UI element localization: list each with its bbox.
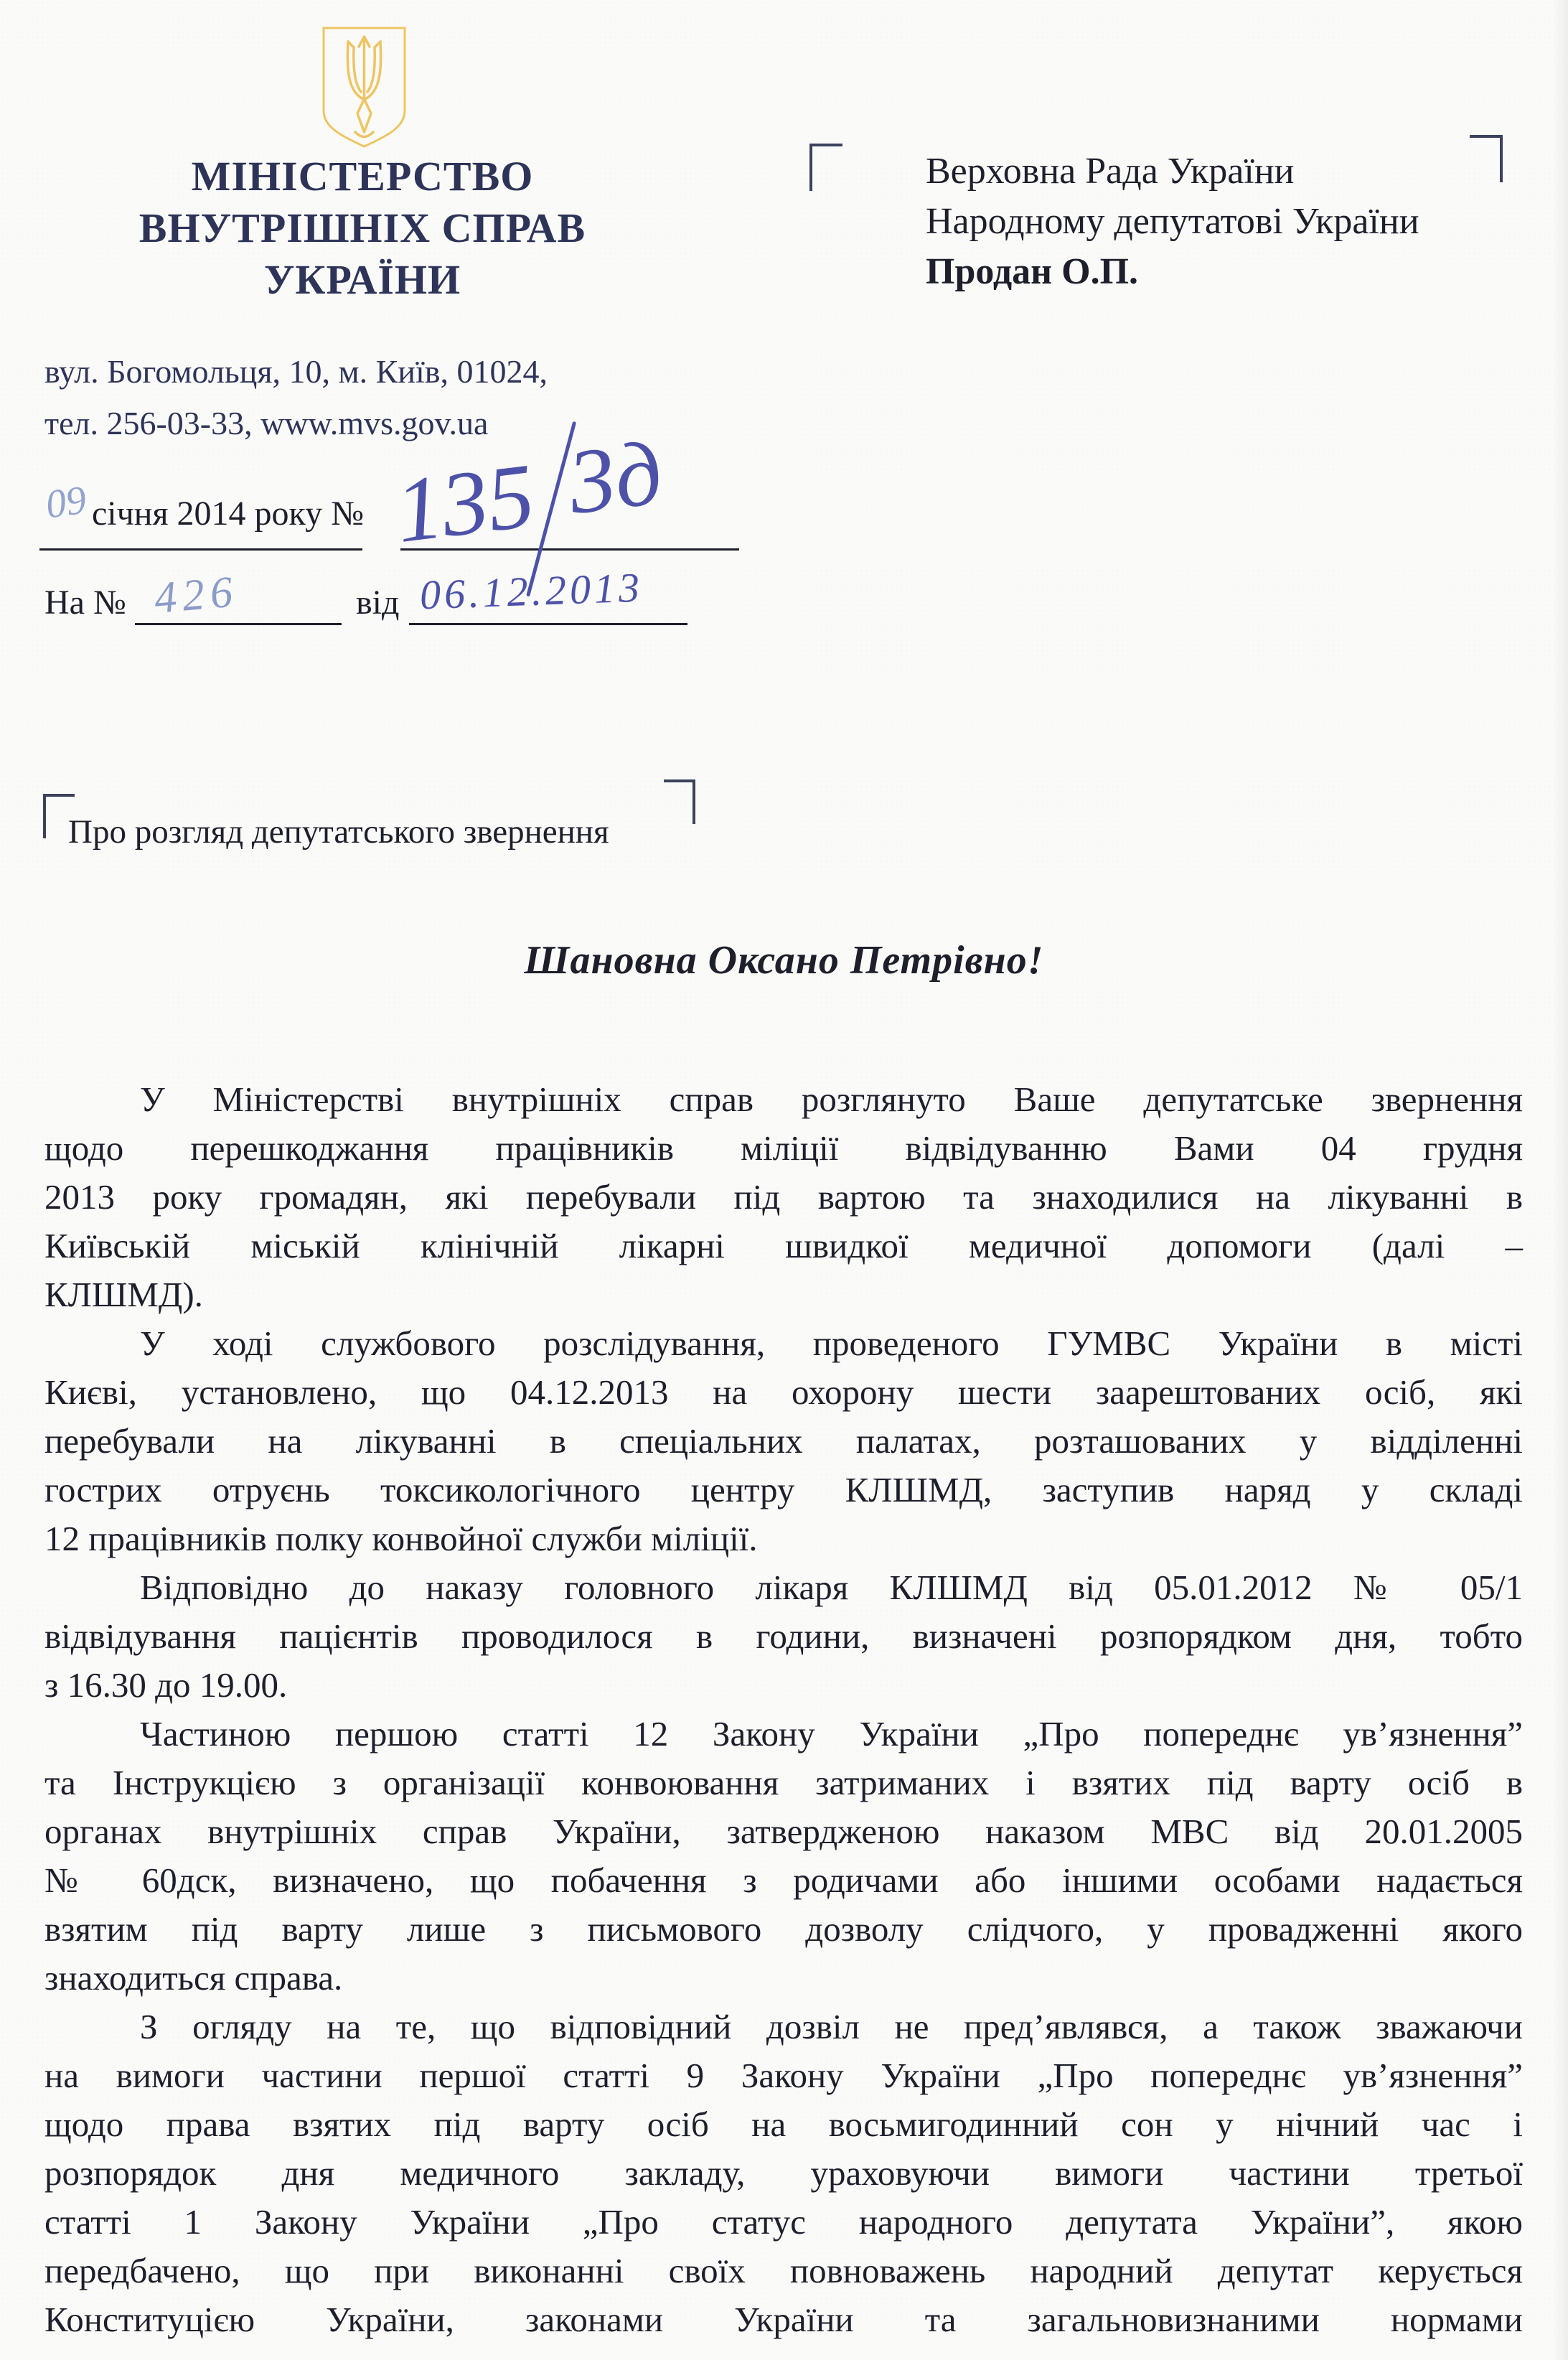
body-line: КЛШМД). <box>44 1275 203 1314</box>
body-line: Конституцією України, законами України та загальновизнаними нормами <box>44 2300 1523 2339</box>
body-line: та Інструкцією з організації конвоювання затриманих і взятих під варту осіб в <box>44 1763 1523 1802</box>
body-line: на вимоги частини першої статті 9 Закону України „Про попереднє ув’язнення” <box>44 2056 1523 2095</box>
recipient-block <box>926 146 1419 297</box>
recipient-line: Верховна Рада України <box>926 151 1295 192</box>
ministry-name-line: ВНУТРІШНІХ СПРАВ <box>139 205 586 251</box>
body-line: з 16.30 до 19.00. <box>44 1665 288 1705</box>
handwritten-incoming-number: 426 <box>152 567 240 623</box>
date-printed: січня 2014 року № <box>92 495 364 533</box>
subject-corner-bracket-right <box>664 779 695 824</box>
body-text <box>44 1075 1523 2344</box>
body-line: Відповідно до наказу головного лікаря КЛШМД від 05.01.2012 № 05/1 <box>140 1568 1523 1607</box>
trident-emblem-icon <box>319 26 409 149</box>
body-line: перебували на лікуванні в спеціальних палатах, розташованих у відділенні <box>44 1421 1523 1461</box>
body-line: взятим під варту лише з письмового дозволу слідчого, у провадженні якого <box>44 1909 1523 1949</box>
body-line: № 60дск, визначено, що побачення з родичами або іншими особами надається <box>44 1860 1523 1900</box>
body-line: органах внутрішніх справ України, затвердженою наказом МВС від 20.01.2005 <box>44 1812 1523 1851</box>
subject-line: Про розгляд депутатського звернення <box>68 813 609 851</box>
ministry-name-line: УКРАЇНИ <box>263 256 461 303</box>
salutation: Шановна Оксано Петрівно! <box>524 938 1044 983</box>
body-line: знаходиться справа. <box>44 1958 343 1998</box>
body-line: Частиною першою статті 12 Закону України „Про попереднє ув’язнення” <box>140 1714 1523 1753</box>
body-line: Київській міській клінічній лікарні швидкої медичної допомоги (далі – <box>44 1226 1523 1265</box>
body-line: З огляду на те, що відповідний дозвіл не пред’являвся, а також зважаючи <box>140 2007 1523 2046</box>
handwritten-number-part: 3д <box>563 421 667 534</box>
body-line: У ході службового розслідування, проведеного ГУМВС України в місті <box>140 1324 1523 1363</box>
body-line: гострих отруєнь токсикологічного центру КЛШМД, заступив наряд у складі <box>44 1470 1523 1509</box>
reply-prefix: На № <box>44 584 126 622</box>
body-line: відвідування пацієнтів проводилося в години, визначені розпорядком дня, тобто <box>44 1616 1523 1656</box>
date-underline <box>39 548 362 551</box>
reply-vid-label: від <box>356 584 400 622</box>
recipient-name: Продан О.П. <box>926 251 1139 292</box>
body-line: щодо перешкоджання працівників міліції відвідуванню Вами 04 грудня <box>44 1128 1523 1168</box>
handwritten-incoming-date: 06.12.2013 <box>418 563 644 619</box>
body-line: розпорядок дня медичного закладу, ураховуючи вимоги частини третьої <box>44 2153 1523 2193</box>
recipient-corner-bracket-right <box>1470 135 1503 182</box>
address-line: вул. Богомольця, 10, м. Київ, 01024, <box>44 353 548 390</box>
ministry-name-line: МІНІСТЕРСТВО <box>191 153 534 200</box>
body-line: У Міністерстві внутрішніх справ розглянуто Ваше депутатське звернення <box>140 1080 1523 1119</box>
handwritten-number-part: 135 <box>390 444 540 562</box>
body-line: 12 працівників полку конвойної служби міліції. <box>44 1519 758 1558</box>
handwritten-day: 09 <box>42 477 90 528</box>
reply-date-underline <box>409 623 687 625</box>
body-line: Києві, установлено, що 04.12.2013 на охорону шести заарештованих осіб, які <box>44 1372 1523 1412</box>
ministry-name <box>61 151 664 306</box>
address-line: тел. 256-03-33, www.mvs.gov.ua <box>44 405 489 441</box>
body-line: 2013 року громадян, які перебували під вартою та знаходилися на лікуванні в <box>44 1177 1523 1217</box>
body-line: щодо права взятих під варту осіб на восьмигодинний сон у нічний час і <box>44 2104 1523 2144</box>
body-line: передбачено, що при виконанні своїх повноважень народний депутат керується <box>44 2251 1523 2290</box>
body-line: статті 1 Закону України „Про статус народного депутата України”, якою <box>44 2202 1523 2242</box>
recipient-line: Народному депутатові України <box>926 201 1419 242</box>
recipient-corner-bracket-left <box>809 144 842 191</box>
